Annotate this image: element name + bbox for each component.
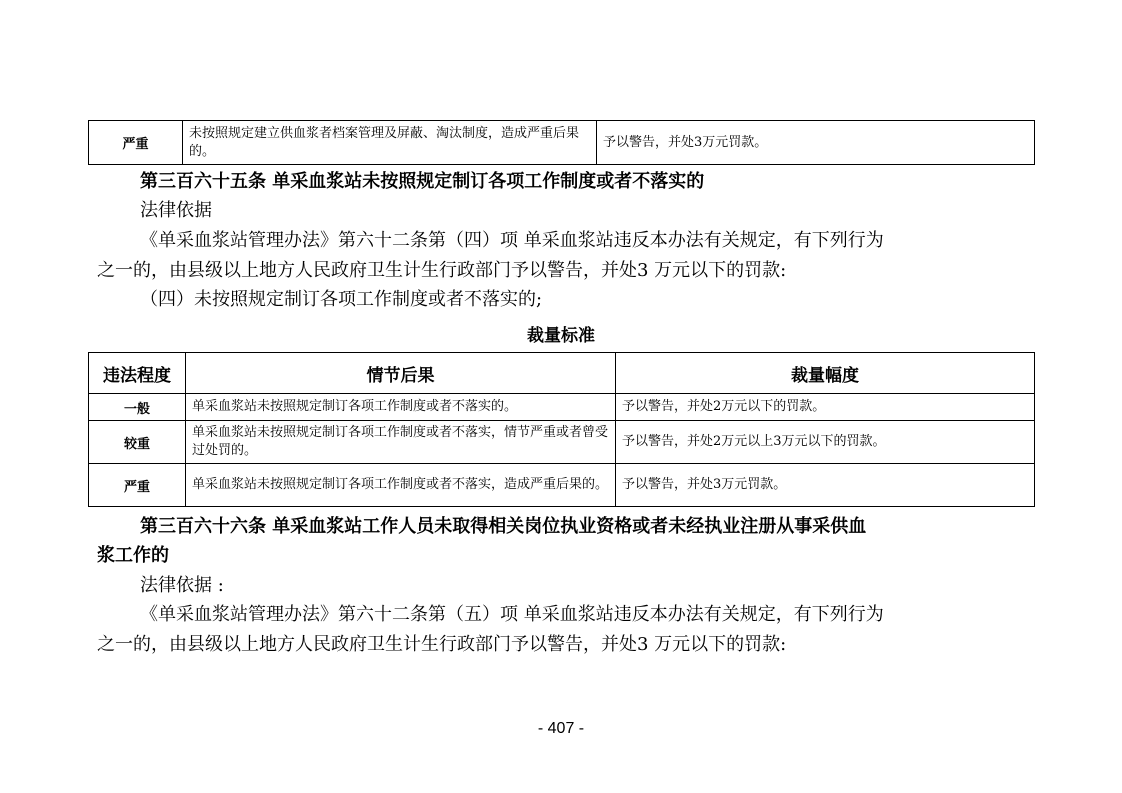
table-row: [89, 464, 1035, 507]
table-header-row: [89, 353, 1035, 394]
penalty-cell: 予以警告，并处2万元以下的罚款。: [616, 394, 1035, 421]
penalty-cell: 予以警告，并处3万元罚款。: [616, 464, 1035, 507]
article-365-basis-line2: 之一的，由县级以上地方人民政府卫生计生行政部门予以警告，并处3 万元以下的罚款:: [97, 260, 787, 281]
violation-level: 严重: [89, 121, 183, 165]
page-number: - 407 -: [537, 720, 585, 737]
standard-table-caption: 裁量标准: [527, 326, 595, 346]
article-365-basis-line1: 《单采血浆站管理办法》第六十二条第（四）项 单采血浆站违反本办法有关规定，有下列行为: [140, 230, 884, 251]
violation-level: 一般: [89, 394, 186, 421]
penalty-cell: 予以警告，并处2万元以上3万元以下的罚款。: [616, 421, 1035, 464]
discretion-standard-table: [88, 352, 1035, 507]
penalty-cell: 予以警告，并处3万元罚款。: [597, 121, 1035, 165]
circumstance-cell: 单采血浆站未按照规定制订各项工作制度或者不落实，造成严重后果的。: [186, 464, 616, 507]
circumstance-cell: 单采血浆站未按照规定制订各项工作制度或者不落实的。: [186, 394, 616, 421]
top-penalty-table: [88, 120, 1035, 165]
article-366-basis-line1: 《单采血浆站管理办法》第六十二条第（五）项 单采血浆站违反本办法有关规定，有下列行为: [140, 604, 884, 625]
header-violation-level: 违法程度: [89, 353, 186, 394]
table-row: [89, 394, 1035, 421]
table-row: [89, 421, 1035, 464]
article-366-title-line1: 第三百六十六条 单采血浆站工作人员未取得相关岗位执业资格或者未经执业注册从事采供血: [140, 516, 867, 537]
article-365-basis-label: 法律依据: [140, 200, 212, 221]
circumstance-cell: 单采血浆站未按照规定制订各项工作制度或者不落实，情节严重或者曾受过处罚的。: [186, 421, 616, 464]
header-circumstance: 情节后果: [186, 353, 616, 394]
article-366-basis-label: 法律依据 :: [140, 575, 224, 596]
table-row: [89, 121, 1035, 165]
header-penalty-range: 裁量幅度: [616, 353, 1035, 394]
article-366-basis-line2: 之一的，由县级以上地方人民政府卫生计生行政部门予以警告，并处3 万元以下的罚款:: [97, 634, 787, 655]
article-366-title-line2: 浆工作的: [97, 545, 169, 566]
violation-level: 较重: [89, 421, 186, 464]
violation-level: 严重: [89, 464, 186, 507]
article-365-title: 第三百六十五条 单采血浆站未按照规定制订各项工作制度或者不落实的: [140, 171, 705, 192]
circumstance-cell: 未按照规定建立供血浆者档案管理及屏蔽、淘汰制度，造成严重后果的。: [183, 121, 597, 165]
article-365-item: （四）未按照规定制订各项工作制度或者不落实的;: [140, 289, 543, 310]
